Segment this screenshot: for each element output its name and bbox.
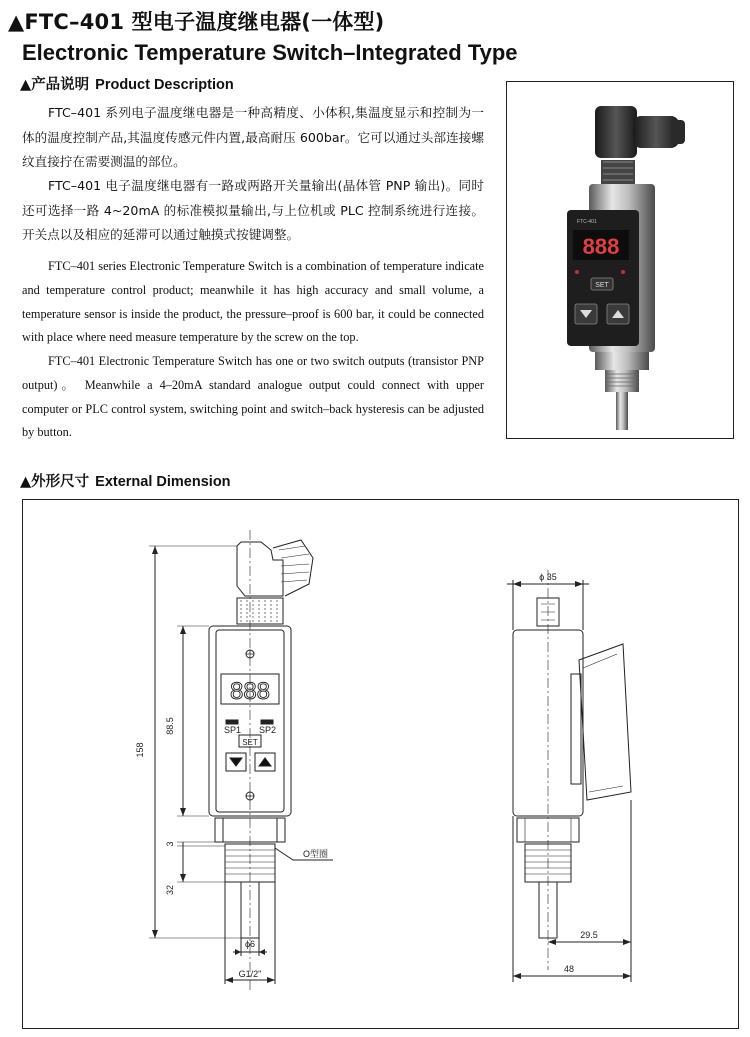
description-cn-paragraph-1: FTC–401 系列电子温度继电器是一种高精度、小体积,集温度显示和控制为一体的温度控制产品,其温度传感元件内置,最高耐压 600bar。它可以通过头部连接螺纹直接拧在需要测温的部位。 xyxy=(22,105,484,169)
photo-display-digits: 888 xyxy=(582,234,620,259)
photo-panel-text: FTC-401 xyxy=(577,219,597,225)
dim-32-label: 32 xyxy=(165,884,175,896)
product-photo xyxy=(506,81,734,439)
description-cn-paragraph-2: FTC–401 电子温度继电器有一路或两路开关量输出(晶体管 PNP 输出)。同时还可选择一路 4~20mA 的标准模拟量输出,与上位机或 PLC 控制系统进行连接。开关点以及相应的延滞可以通过触摸式按键调整。 xyxy=(22,178,484,242)
side-face-panel xyxy=(579,644,631,800)
set-label: SET xyxy=(242,738,258,747)
heading-cn: ▲外形尺寸 xyxy=(20,474,90,490)
photo-set-label: SET xyxy=(595,282,609,289)
dim-29-5-label: 29.5 xyxy=(580,930,598,940)
dimension-drawing xyxy=(23,500,738,1028)
dim-158-label: 158 xyxy=(135,742,145,758)
probe xyxy=(616,392,628,430)
description-en-paragraph-2: FTC–401 Electronic Temperature Switch has one or two switch outputs (transistor PNP output)。 Meanwhile a 4–20mA standard analogue output could connect with upper computer or PLC control system, switching point and switch–back hysteresis can be adjusted by button. xyxy=(22,354,484,440)
dim-g12-label: G1/2" xyxy=(238,969,262,979)
sp1-label: SP1 xyxy=(224,725,242,735)
cable-nut xyxy=(671,120,685,144)
description-en-paragraph-1: FTC–401 series Electronic Temperature Switch is a combination of temperature indicate and temperature control product; meanwhile it has high accuracy and small volume, a temperature sensor is inside the product, the pressure–proof is 600 bar, it could be connected with place where need measure temperature by the screw on the top. xyxy=(22,259,484,345)
dim-29-5-line xyxy=(548,800,631,946)
sp2-led xyxy=(621,270,625,274)
sp2-indicator xyxy=(261,720,273,724)
product-photo-illustration xyxy=(507,82,733,438)
down-arrow-icon xyxy=(230,758,242,766)
front-cable-gland xyxy=(273,540,313,596)
heading-en: External Dimension xyxy=(95,474,231,490)
dimension-drawing-box xyxy=(22,499,739,1029)
dim-88-5-label: 88.5 xyxy=(165,717,175,735)
front-connector xyxy=(237,542,283,596)
sp2-label: SP2 xyxy=(259,725,277,735)
thread xyxy=(605,370,639,392)
dim-phi6-label: ϕ6 xyxy=(244,939,256,949)
external-dimension-heading xyxy=(20,470,231,491)
dim-48-label: 48 xyxy=(563,964,575,974)
connector-body xyxy=(595,106,637,158)
o-ring-label: O型圈 xyxy=(303,849,329,859)
sp1-led xyxy=(575,270,579,274)
dim-48-line xyxy=(513,816,631,982)
dim-phi35-label: ϕ 35 xyxy=(539,572,557,582)
sp1-indicator xyxy=(226,720,238,724)
product-description-heading xyxy=(20,73,234,94)
front-display-digits: 888 xyxy=(229,678,271,705)
front-knurled-ring xyxy=(237,598,283,624)
heading-cn: ▲产品说明 xyxy=(20,77,90,93)
page-title-en: Electronic Temperature Switch–Integrated Type xyxy=(22,40,518,65)
heading-en: Product Description xyxy=(95,77,234,93)
side-panel-mount xyxy=(571,674,581,784)
up-arrow-icon xyxy=(259,758,271,766)
dim-3-label: 3 xyxy=(165,841,175,847)
dim-phi35-line xyxy=(507,580,589,630)
page-title-cn: ▲FTC–401 型电子温度继电器(一体型) xyxy=(8,10,385,34)
hex-nut xyxy=(595,352,649,370)
